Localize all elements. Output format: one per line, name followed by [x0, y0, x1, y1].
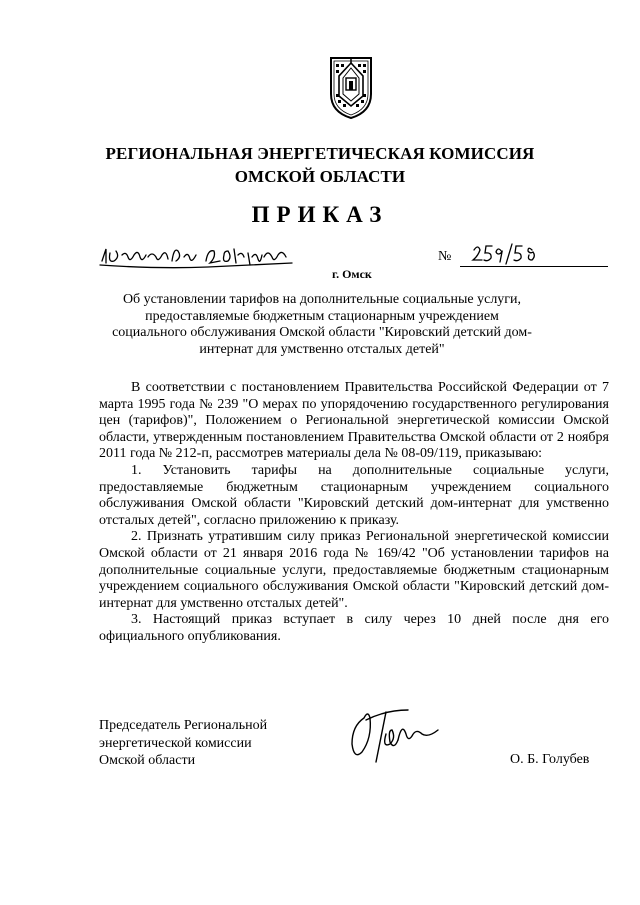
organization-title-line-1: РЕГИОНАЛЬНАЯ ЭНЕРГЕТИЧЕСКАЯ КОМИССИЯ — [105, 144, 535, 163]
body-paragraph-2: 2. Признать утратившим силу приказ Региональной энергетической комиссии Омской области от 21 января 2016 года № 169/42 "Об установлении тарифов на дополнительные социальные услуги, предоставляемые бюджетным стационарным учреждением социального обслуживания Омской области "Кировский детский дом-интернат для умственно отсталых детей". — [99, 529, 609, 611]
signatory-position — [99, 717, 267, 770]
signatory-position-line: энергетической комиссии — [99, 735, 252, 751]
handwritten-date — [98, 243, 294, 271]
omsk-emblem-icon — [328, 54, 374, 120]
subject-line: Об установлении тарифов на дополнительные социальные услуги, — [122, 292, 522, 307]
number-sign: № — [438, 249, 452, 264]
document-subject — [112, 292, 532, 358]
handwritten-signature-icon — [346, 704, 446, 766]
handwritten-document-number — [470, 242, 542, 266]
subject-line: предоставляемые бюджетным стационарным учреждением — [145, 308, 499, 324]
number-underline — [460, 266, 608, 267]
subject-line: интернат для умственно отсталых детей" — [199, 341, 445, 357]
signatory-position-line: Омской области — [99, 753, 196, 768]
body-paragraph-preamble: В соответствии с постановлением Правительства Российской Федерации от 7 марта 1995 года № 239 "О мерах по упорядочению государственного регулирования цен (тарифов)", Положением о Региональной энергетической комиссии Омской области, утвержденным постановлением Правительства Омской области от 2 ноября 2011 года № 212-п, рассмотрев материалы дела № 08-09/119, приказываю: — [99, 380, 609, 462]
document-type-title: ПРИКАЗ — [251, 202, 389, 227]
body-paragraph-3: 3. Настоящий приказ вступает в силу через 10 дней после дня его официального опубликования. — [99, 612, 609, 644]
subject-line: социального обслуживания Омской области "Кировский детский дом- — [112, 325, 532, 340]
document-body — [99, 380, 609, 646]
city-label: г. Омск — [332, 267, 372, 281]
organization-title-line-2: ОМСКОЙ ОБЛАСТИ — [234, 167, 406, 186]
signatory-name: О. Б. Голубев — [510, 752, 590, 767]
signatory-position-line: Председатель Региональной — [99, 718, 268, 733]
body-paragraph-1: 1. Установить тарифы на дополнительные социальные услуги, предоставляемые бюджетным стационарным учреждением социального обслуживания Омской области "Кировский детский дом-интернат для умственно отсталых детей", согласно приложению к приказу. — [99, 462, 609, 528]
